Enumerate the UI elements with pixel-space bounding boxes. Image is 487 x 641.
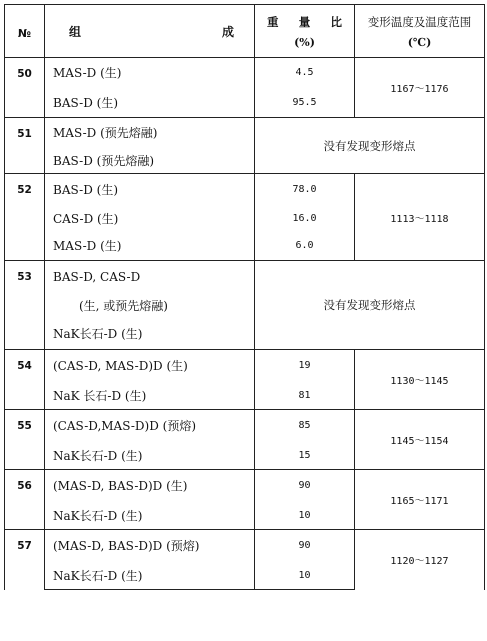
table-row	[5, 58, 485, 88]
header-number-label: №	[17, 26, 32, 40]
composition-cell: BAS-D (生)	[45, 88, 255, 118]
weight-cell: 85	[255, 410, 355, 442]
no-deformation-note: 没有发现变形熔点	[255, 118, 485, 174]
composition-cell: (生, 或预先熔融)	[79, 298, 168, 313]
header-weight-char-3: 比	[330, 14, 342, 29]
table-header-row	[5, 5, 485, 58]
header-composition-char-1: 组	[69, 24, 82, 39]
weight-cell: 95.5	[255, 88, 355, 118]
composition-cell: (MAS-D, BAS-D)D (生)	[45, 470, 255, 502]
row-number: 55	[5, 410, 45, 470]
weight-cell: 19	[255, 350, 355, 382]
header-range-label: 变形温度及温度范围	[367, 14, 472, 29]
table-row	[5, 261, 485, 293]
no-deformation-note: 没有发现变形熔点	[255, 261, 485, 350]
table-row	[5, 530, 485, 562]
row-number: 51	[5, 118, 45, 174]
range-cell: 1165～1171	[355, 470, 485, 530]
header-number	[5, 5, 45, 58]
composition-cell: BAS-D (生)	[45, 174, 255, 206]
header-composition-char-2: 成	[221, 24, 234, 39]
range-cell: 1120～1127	[355, 530, 485, 590]
composition-cell: (MAS-D, BAS-D)D (预熔)	[45, 530, 255, 562]
composition-cell: NaK长石-D (生)	[45, 502, 255, 530]
weight-cell: 10	[255, 562, 355, 590]
weight-cell: 6.0	[255, 231, 355, 261]
composition-cell: NaK长石-D (生)	[45, 318, 255, 350]
weight-cell: 81	[255, 382, 355, 410]
row-number: 54	[5, 350, 45, 410]
composition-cell: (CAS-D,MAS-D)D (预熔)	[45, 410, 255, 442]
header-range-unit: (℃)	[407, 35, 432, 49]
range-cell: 1130～1145	[355, 350, 485, 410]
weight-cell: 90	[255, 470, 355, 502]
composition-cell: CAS-D (生)	[45, 206, 255, 231]
row-number: 57	[5, 530, 45, 590]
row-number: 53	[5, 261, 45, 350]
row-number: 50	[5, 58, 45, 118]
header-composition	[45, 5, 255, 58]
weight-cell: 4.5	[255, 58, 355, 88]
composition-cell: NaK长石-D (生)	[45, 562, 255, 590]
composition-cell: BAS-D, CAS-D	[45, 261, 255, 293]
header-weight-char-1: 重	[267, 14, 279, 29]
table-row	[5, 174, 485, 206]
range-cell: 1113～1118	[355, 174, 485, 261]
table-row	[5, 470, 485, 502]
row-number: 52	[5, 174, 45, 261]
header-weight-char-2: 量	[298, 14, 311, 29]
composition-cell: NaK长石-D (生)	[45, 442, 255, 470]
composition-cell: MAS-D (生)	[45, 58, 255, 88]
composition-cell: BAS-D (预先熔融)	[45, 148, 255, 174]
composition-cell: NaK 长石-D (生)	[45, 382, 255, 410]
header-weight-unit: (%)	[294, 35, 315, 49]
composition-table	[4, 4, 485, 590]
composition-cell: MAS-D (生)	[45, 231, 255, 261]
composition-cell: MAS-D (预先熔融)	[45, 118, 255, 148]
composition-cell: (CAS-D, MAS-D)D (生)	[45, 350, 255, 382]
weight-cell: 15	[255, 442, 355, 470]
weight-cell: 16.0	[255, 206, 355, 231]
table-row	[5, 350, 485, 382]
table-row	[5, 118, 485, 148]
table-row	[5, 410, 485, 442]
header-deformation-range	[355, 5, 485, 58]
weight-cell: 78.0	[255, 174, 355, 206]
row-number: 56	[5, 470, 45, 530]
header-weight-ratio	[255, 5, 355, 58]
composition-cell-wrap	[45, 293, 255, 318]
weight-cell: 10	[255, 502, 355, 530]
range-cell: 1145～1154	[355, 410, 485, 470]
weight-cell: 90	[255, 530, 355, 562]
range-cell: 1167～1176	[355, 58, 485, 118]
